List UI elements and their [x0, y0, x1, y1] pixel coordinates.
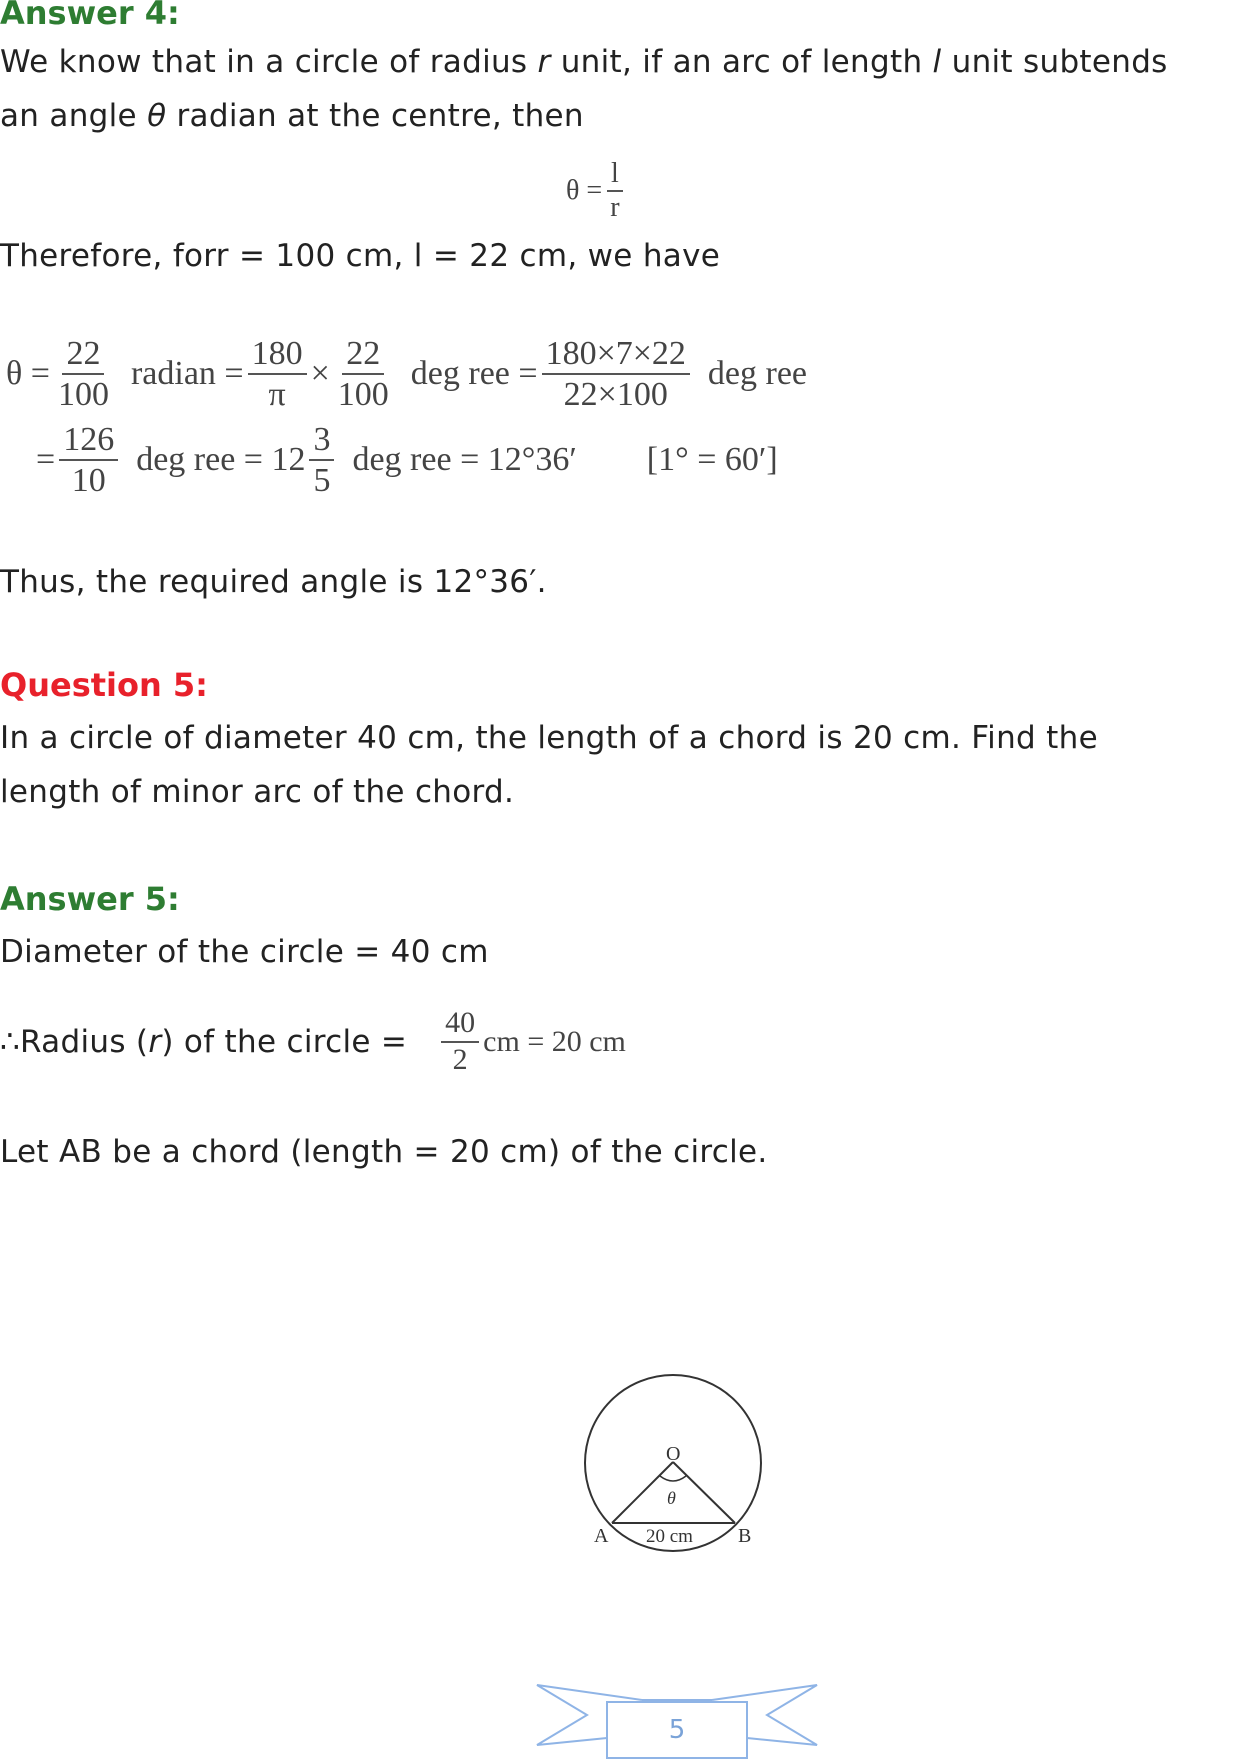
text: ) of the circle = — [161, 1023, 408, 1060]
var-l: l — [932, 44, 942, 80]
fraction — [54, 334, 113, 414]
answer-5-chord: Let AB be a chord (length = 20 cm) of the circle. — [0, 1134, 768, 1170]
denominator: 22×100 — [563, 376, 668, 414]
numerator: 40 — [441, 1006, 479, 1043]
text: deg ree — [707, 355, 808, 393]
denominator: 2 — [452, 1042, 468, 1076]
label-o: O — [666, 1443, 681, 1465]
page-number-ribbon — [532, 1680, 822, 1760]
var-r: r — [148, 1023, 162, 1060]
numerator: 126 — [59, 420, 118, 461]
var-theta: θ — [147, 98, 167, 134]
text: = — [36, 441, 56, 479]
radius-oa — [612, 1462, 673, 1523]
text: deg ree = — [410, 355, 538, 393]
denominator: 5 — [313, 462, 331, 500]
calc-line-2 — [36, 420, 778, 500]
question-5-line2: length of minor arc of the chord. — [0, 774, 515, 810]
angle-arc — [660, 1476, 686, 1481]
formula-lhs: θ = — [566, 175, 603, 207]
answer-4-intro-line2 — [0, 98, 584, 134]
label-b: B — [738, 1525, 752, 1547]
answer-4-given: Therefore, forr = 100 cm, l = 22 cm, we have — [0, 238, 721, 274]
numerator: 22 — [342, 334, 384, 375]
numerator: 180 — [248, 334, 307, 375]
text: × — [310, 355, 330, 393]
numerator: 22 — [62, 334, 104, 375]
denominator: 100 — [337, 376, 389, 414]
label-chord-length: 20 cm — [646, 1526, 693, 1547]
text: θ = — [6, 355, 50, 393]
radius-formula — [437, 1006, 626, 1077]
fraction — [334, 334, 393, 414]
denominator: π — [268, 376, 286, 414]
text: unit, if an arc of length — [550, 44, 933, 80]
conversion-note: [1° = 60′] — [646, 441, 778, 479]
denominator: 100 — [57, 376, 109, 414]
label-a: A — [594, 1525, 609, 1547]
formula-theta-l-over-r — [566, 158, 628, 224]
text: unit subtends — [941, 44, 1168, 80]
text: radian at the centre, then — [166, 98, 584, 134]
fraction — [441, 1006, 479, 1077]
answer-5-radius — [0, 1006, 626, 1077]
text: ∴Radius ( — [0, 1023, 149, 1060]
fraction — [248, 334, 307, 414]
circle-chord-diagram — [560, 1360, 780, 1560]
text: cm = 20 cm — [483, 1024, 626, 1058]
fraction — [309, 420, 334, 500]
numerator: 3 — [309, 420, 334, 461]
text: an angle — [0, 98, 148, 134]
question-5-line1: In a circle of diameter 40 cm, the length of a chord is 20 cm. Find the — [0, 720, 1098, 756]
text: We know that in a circle of radius — [0, 44, 538, 80]
calc-line-1 — [6, 334, 807, 414]
text: deg ree = 12°36′ — [352, 441, 577, 479]
page-number: 5 — [668, 1715, 686, 1745]
text: deg ree = 12 — [136, 441, 306, 479]
fraction — [606, 158, 623, 224]
answer-4-heading: Answer 4: — [0, 0, 180, 32]
question-5-heading: Question 5: — [0, 666, 208, 704]
radius-ob — [673, 1462, 735, 1523]
answer-4-intro-line1 — [0, 44, 1168, 80]
denominator: 10 — [71, 462, 106, 500]
var-r: r — [537, 44, 551, 80]
answer-5-heading: Answer 5: — [0, 880, 180, 918]
label-theta: θ — [667, 1488, 676, 1508]
numerator: l — [607, 158, 623, 192]
denominator: r — [610, 192, 620, 224]
answer-4-conclusion: Thus, the required angle is 12°36′. — [0, 564, 547, 600]
text: radian = — [130, 355, 244, 393]
fraction — [542, 334, 690, 414]
fraction — [59, 420, 118, 500]
answer-5-diameter: Diameter of the circle = 40 cm — [0, 934, 489, 970]
numerator: 180×7×22 — [542, 334, 690, 375]
